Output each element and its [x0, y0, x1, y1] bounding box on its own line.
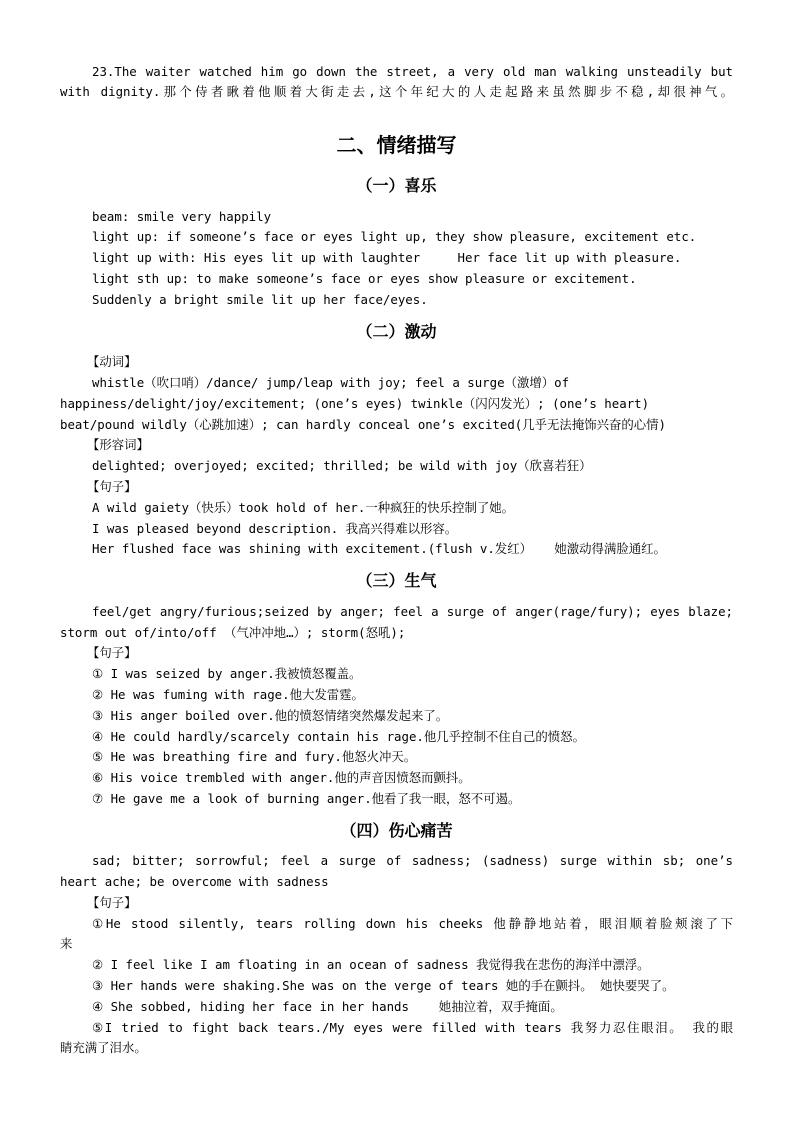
anger-heading: （三）生气: [356, 571, 437, 591]
sentence-line: ③ His anger boiled over.他的愤怒情绪突然爆发起来了。: [92, 707, 449, 723]
sentence-line: 来: [60, 936, 73, 952]
excitement-heading: （二）激动: [356, 321, 437, 341]
sentence-line: ①He stood silently, tears rolling down his cheeks 他静静地站着，眼泪顺着脸颊滚了下: [92, 915, 733, 931]
phrases-line: heart ache; be overcome with sadness: [60, 874, 329, 890]
sadness-heading: （四）伤心痛苦: [340, 820, 453, 840]
sentence-line: A wild gaiety（快乐）took hold of her.一种疯狂的快乐控制了她。: [92, 499, 515, 515]
excitement-section: [60, 317, 733, 561]
sentence-line: ② He was fuming with rage.他大发雷霆。: [92, 686, 364, 702]
joy-line: light up with: His eyes lit up with laughter Her face lit up with pleasure.: [92, 250, 682, 266]
sentence-line: Her flushed face was shining with excitement.(flush v.发红） 她激动得满脸通红。: [92, 541, 666, 557]
verbs-line: whistle（吹口哨）/dance/ jump/leap with joy; feel a surge（激增）of: [92, 374, 570, 390]
joy-line: Suddenly a bright smile lit up her face/eyes.: [92, 291, 428, 307]
sentences-label: 【句子】: [87, 478, 137, 494]
joy-line: light up: if someone’s face or eyes light up, they show pleasure, excitement etc.: [92, 229, 697, 245]
sentence-line: ③ Her hands were shaking.She was on the verge of tears 她的手在颤抖。 她快要哭了。: [92, 978, 675, 994]
sentence-line: ④ He could hardly/scarcely contain his rage.他几乎控制不住自己的愤怒。: [92, 728, 585, 744]
joy-line: beam: smile very happily: [92, 208, 272, 224]
sentence-line: ① I was seized by anger.我被愤怒覆盖。: [92, 666, 362, 682]
sentence-line: ④ She sobbed, hiding her face in her hands 她抽泣着，双手掩面。: [92, 998, 563, 1014]
joy-section: [60, 171, 733, 311]
phrases-line: sad; bitter; sorrowful; feel a surge of sadness; (sadness) surge within sb; one’s: [92, 853, 733, 869]
sentence-line: 睛充满了泪水。: [60, 1040, 147, 1056]
intro-line: 23.The waiter watched him go down the street, a very old man walking unsteadily but: [92, 63, 733, 79]
sentences-label: 【句子】: [87, 645, 137, 661]
joy-line: light sth up: to make someone’s face or eyes show pleasure or excitement.: [92, 270, 637, 286]
adjectives-label: 【形容词】: [87, 437, 149, 453]
joy-heading: （一）喜乐: [356, 175, 437, 195]
verbs-label: 【动词】: [87, 354, 137, 370]
phrases-line: feel/get angry/furious;seized by anger; feel a surge of anger(rage/fury); eyes blaze;: [92, 603, 733, 619]
sentence-line: ⑤ He was breathing fire and fury.他怒火冲天。: [92, 749, 417, 765]
sentence-line: ⑤I tried to fight back tears./My eyes were filled with tears 我努力忍住眼泪。 我的眼: [92, 1019, 733, 1035]
adjectives-line: delighted; overjoyed; excited; thrilled; be wild with joy（欣喜若狂）: [92, 458, 592, 474]
section-title: 二、情绪描写: [336, 132, 457, 157]
verbs-line: happiness/delight/joy/excitement; (one’s eyes) twinkle（闪闪发光）; (one’s heart): [60, 395, 650, 411]
intro-paragraph: [60, 62, 733, 104]
phrases-line: storm out of/into/off （气冲冲地…）; storm(怒吼);: [60, 624, 406, 640]
intro-line: with dignity.那个侍者瞅着他顺着大街走去,这个年纪大的人走起路来虽然脚步不稳,却很神气。: [60, 84, 733, 100]
anger-section: [60, 566, 733, 810]
verbs-line: beat/pound wildly（心跳加速）; can hardly conceal one’s excited(几乎无法掩饰兴奋的心情): [60, 416, 667, 432]
page-content: [60, 62, 733, 1060]
sentence-line: ② I feel like I am floating in an ocean of sadness 我觉得我在悲伤的海洋中漂浮。: [92, 957, 650, 973]
sentence-line: I was pleased beyond description. 我高兴得难以形容。: [92, 520, 458, 536]
sentences-label: 【句子】: [87, 894, 137, 910]
sadness-section: [60, 816, 733, 1060]
sentence-line: ⑦ He gave me a look of burning anger.他看了我一眼，怒不可遏。: [92, 790, 521, 806]
sentence-line: ⑥ His voice trembled with anger.他的声音因愤怒而颤抖。: [92, 770, 471, 786]
